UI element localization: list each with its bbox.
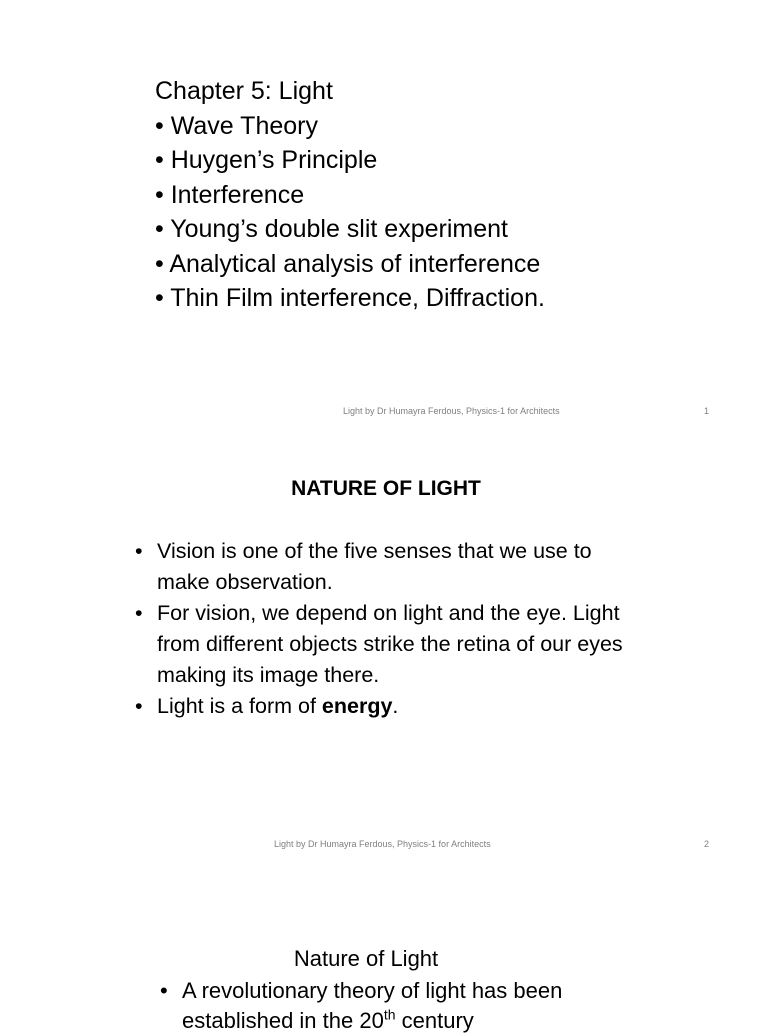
slide-3-bullet-1 — [158, 976, 638, 1036]
slide-1-bullet-4: • Young’s double slit experiment — [155, 215, 508, 243]
slide-1-bullet-3: • Interference — [155, 180, 305, 209]
slide-3 — [0, 866, 768, 1033]
slide-2-title: NATURE OF LIGHT — [291, 477, 481, 500]
slide-1-bullet-6: • Thin Film interference, Diffraction. — [155, 284, 545, 312]
slide-1-title: Chapter 5: Light — [155, 77, 333, 105]
slide-2-bullet-3-bold: energy — [321, 694, 393, 718]
slide-1-page-number: 1 — [703, 406, 709, 416]
slide-3-bullet-1-suffix: century — [395, 1008, 474, 1033]
slide-2-bullet-3-text: Light is a form of — [157, 694, 322, 718]
slide-2-bullet-1: • Vision is one of the five senses that we use to make observation. — [133, 536, 643, 598]
slide-1-content — [155, 74, 545, 316]
slide-3-bullets — [158, 976, 638, 1036]
slide-1 — [0, 0, 768, 433]
slide-1-bullet-1: • Wave Theory — [155, 111, 318, 140]
slide-1-footer: Light by Dr Humayra Ferdous, Physics-1 for Architects — [343, 406, 560, 416]
slide-2-page-number: 2 — [703, 839, 709, 849]
slide-2-bullets — [133, 536, 643, 722]
slide-3-bullet-1-sup: th — [383, 1006, 396, 1023]
slide-3-title: Nature of Light — [293, 946, 439, 971]
slide-2-footer: Light by Dr Humayra Ferdous, Physics-1 for Architects — [274, 839, 491, 849]
slide-1-bullet-2: • Huygen’s Principle — [155, 146, 378, 174]
slide-2-bullet-3 — [133, 691, 643, 722]
slide-2-bullet-2: • For vision, we depend on light and the eye. Light from different objects strike the retina of our eyes making its image there. — [133, 598, 643, 691]
slide-3-bullet-1-text: A revolutionary theory of light has been established in the 20 — [182, 978, 563, 1033]
slide-1-bullet-5: • Analytical analysis of interference — [155, 249, 541, 278]
slide-2-bullet-3-suffix: . — [392, 694, 399, 718]
slide-2 — [0, 433, 768, 866]
